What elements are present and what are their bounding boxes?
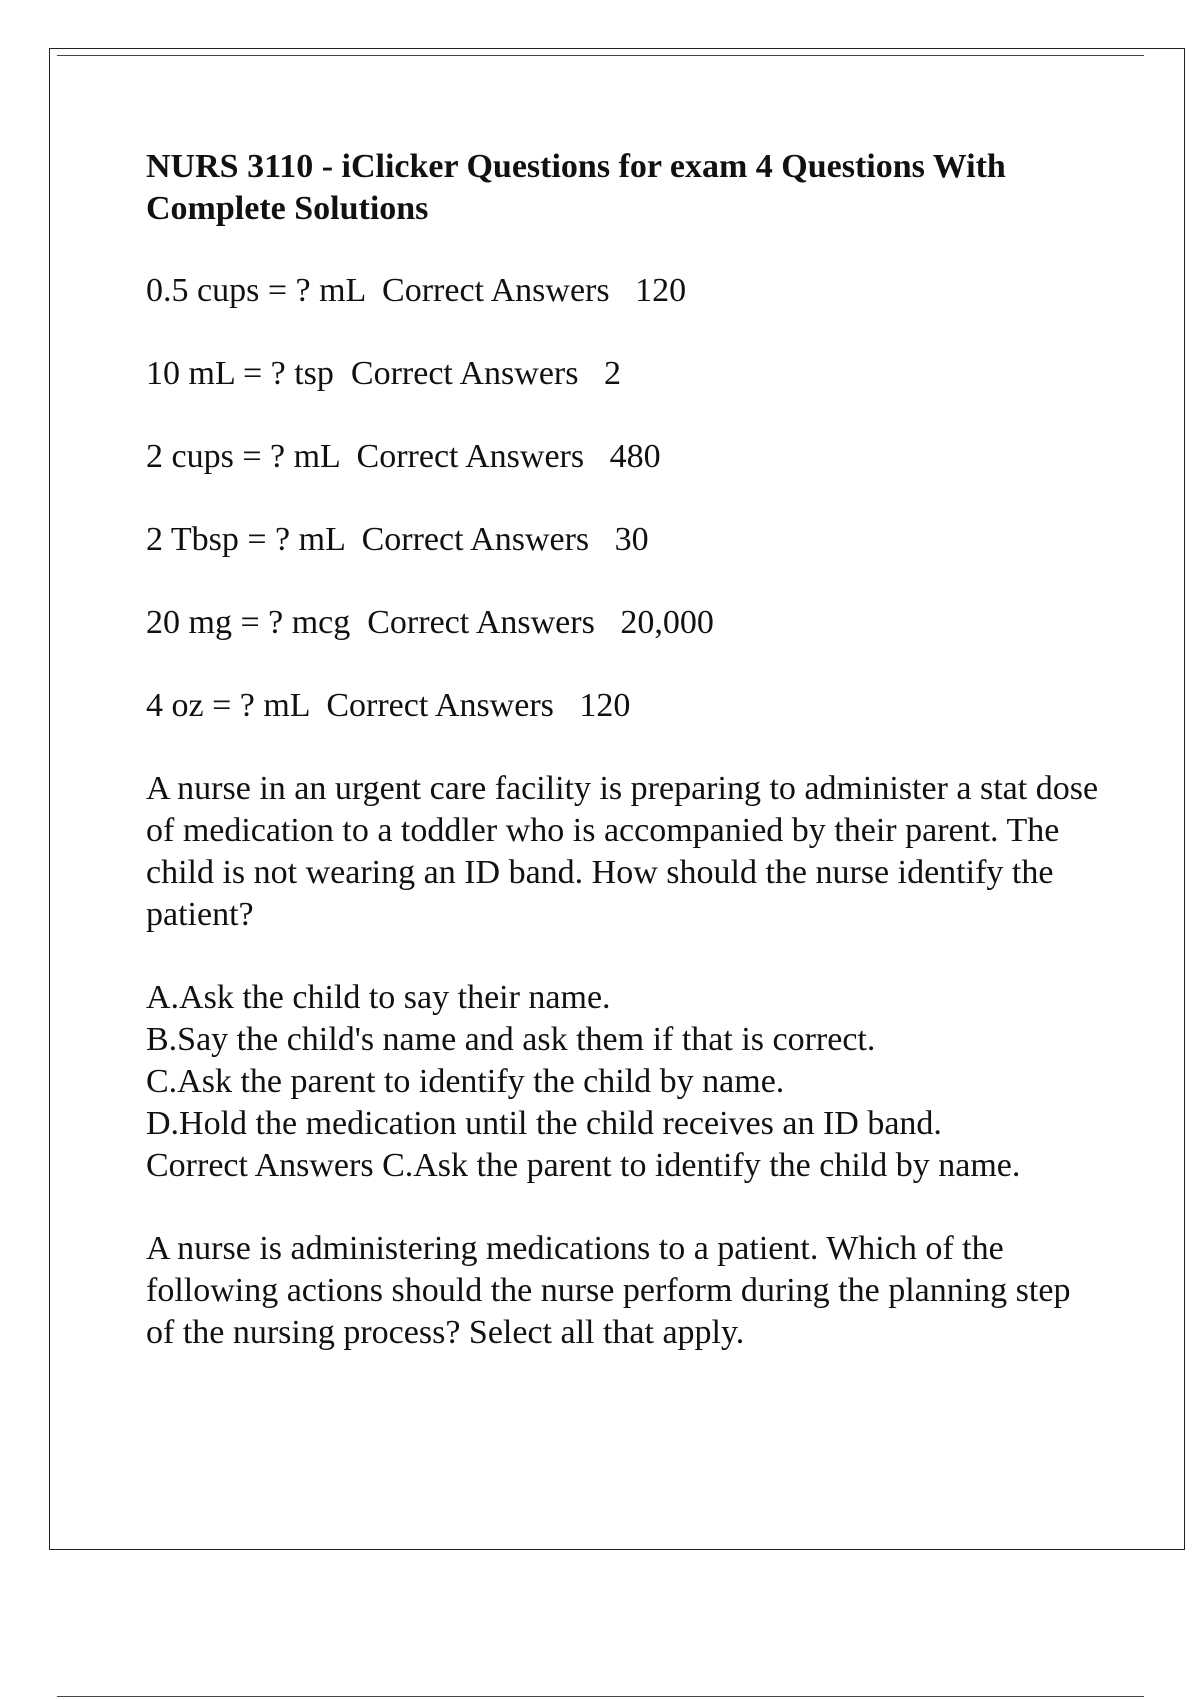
conversion-answer: 480 xyxy=(609,438,661,475)
conversion-item xyxy=(146,270,1106,312)
top-rule xyxy=(57,55,1144,56)
bottom-rule xyxy=(57,1696,1144,1697)
conversion-question: 2 cups = ? mL xyxy=(146,438,340,475)
option-c: C.Ask the parent to identify the child by name. xyxy=(146,1063,785,1100)
question-stem: A nurse in an urgent care facility is preparing to administer a stat dose of medication to a toddler who is accompanied by their parent. The child is not wearing an ID band. How should the nurse identify the patient? xyxy=(146,770,1099,933)
conversion-answer: 20,000 xyxy=(620,604,714,641)
correct-answers-label: Correct Answers xyxy=(382,272,610,309)
conversion-answer: 2 xyxy=(603,355,621,392)
conversion-item xyxy=(146,519,1106,561)
answer-options xyxy=(146,977,1106,1187)
question-stem: A nurse is administering medications to a patient. Which of the following actions should the nurse perform during the planning step of the nursing process? Select all that apply. xyxy=(146,1230,1071,1351)
conversion-item xyxy=(146,353,1106,395)
conversion-item xyxy=(146,602,1106,644)
document-body xyxy=(146,146,1106,1395)
correct-answers-label: Correct Answers xyxy=(146,1147,374,1184)
conversion-question: 4 oz = ? mL xyxy=(146,687,310,724)
conversion-question: 10 mL = ? tsp xyxy=(146,355,334,392)
conversion-question: 2 Tbsp = ? mL xyxy=(146,521,345,558)
correct-answer: C.Ask the parent to identify the child by name. xyxy=(382,1147,1021,1184)
option-b: B.Say the child's name and ask them if that is correct. xyxy=(146,1021,876,1058)
conversion-answer: 120 xyxy=(635,272,687,309)
correct-answers-label: Correct Answers xyxy=(367,604,595,641)
conversion-question: 20 mg = ? mcg xyxy=(146,604,351,641)
correct-answers-label: Correct Answers xyxy=(356,438,585,475)
conversion-item xyxy=(146,436,1106,478)
conversion-question: 0.5 cups = ? mL xyxy=(146,272,366,309)
correct-answers-label: Correct Answers xyxy=(326,687,554,724)
option-d: D.Hold the medication until the child receives an ID band. xyxy=(146,1105,942,1142)
document-title: NURS 3110 - iClicker Questions for exam 4 Questions With Complete Solutions xyxy=(146,148,1006,227)
correct-answers-label: Correct Answers xyxy=(361,521,590,558)
correct-answers-label: Correct Answers xyxy=(350,355,579,392)
correct-answer-line xyxy=(146,1145,1106,1187)
conversion-answer: 120 xyxy=(579,687,631,724)
option-a: A.Ask the child to say their name. xyxy=(146,979,611,1016)
conversion-answer: 30 xyxy=(614,521,649,558)
conversion-item xyxy=(146,685,1106,727)
